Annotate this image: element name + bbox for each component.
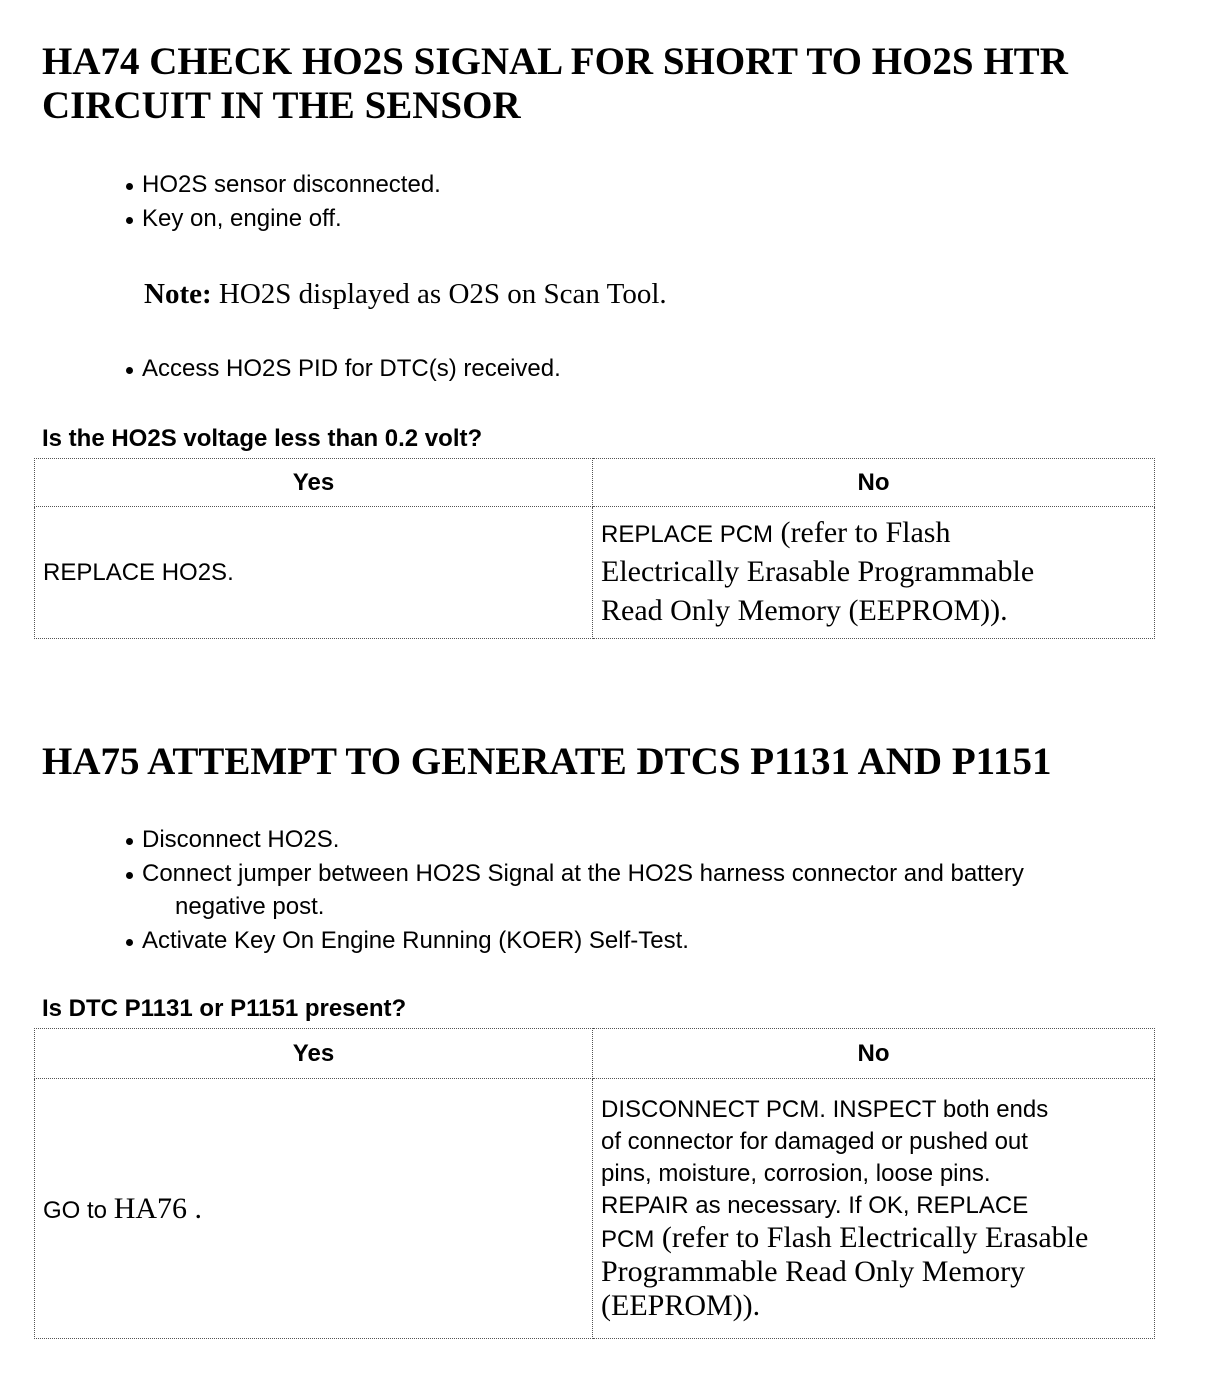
- no-answer: [593, 1079, 1155, 1339]
- no-line-2: of connector for damaged or pushed out: [601, 1127, 1028, 1155]
- yes-answer-link[interactable]: HA76 .: [113, 1191, 203, 1225]
- no-line-3: pins, moisture, corrosion, loose pins.: [601, 1159, 991, 1187]
- step-list: [124, 352, 1184, 386]
- list-item: Key on, engine off.: [124, 202, 1184, 236]
- no-answer-ref-3: Read Only Memory (EEPROM)).: [601, 594, 1008, 627]
- no-answer-ref-1: (refer to Flash: [773, 516, 951, 549]
- note-label: Note:: [144, 278, 212, 310]
- note: [144, 277, 667, 311]
- yes-answer: [35, 1079, 593, 1339]
- no-line-5-action: PCM: [601, 1225, 655, 1253]
- yes-header: Yes: [35, 1029, 593, 1079]
- no-line-4: REPAIR as necessary. If OK, REPLACE: [601, 1191, 1029, 1219]
- question: Is DTC P1131 or P1151 present?: [42, 995, 407, 1022]
- no-answer-ref-2: Electrically Erasable Programmable: [601, 555, 1035, 588]
- title-line-2: CIRCUIT IN THE SENSOR: [42, 84, 521, 127]
- note-text: HO2S displayed as O2S on Scan Tool.: [211, 278, 667, 310]
- question: Is the HO2S voltage less than 0.2 volt?: [42, 425, 483, 452]
- step-text-line-2: negative post.: [175, 893, 325, 920]
- yes-answer-action: GO to: [43, 1196, 114, 1224]
- yes-answer: REPLACE HO2S.: [35, 507, 593, 639]
- step-text-line-1: Connect jumper between HO2S Signal at the HO2S harness connector and battery: [142, 859, 1024, 887]
- list-item: Activate Key On Engine Running (KOER) Self-Test.: [124, 924, 1184, 958]
- no-line-1: DISCONNECT PCM. INSPECT both ends: [601, 1095, 1049, 1123]
- no-answer-action: REPLACE PCM: [601, 521, 774, 548]
- step-list: [124, 168, 1184, 235]
- title-line-1: HA74 CHECK HO2S SIGNAL FOR SHORT TO HO2S HTR: [42, 40, 1068, 83]
- no-line-7: (EEPROM)).: [601, 1288, 761, 1322]
- no-header: No: [593, 459, 1155, 507]
- yes-header: Yes: [35, 459, 593, 507]
- section-title: [42, 740, 1182, 784]
- no-line-6: Programmable Read Only Memory: [601, 1254, 1026, 1288]
- list-item: [124, 857, 1184, 924]
- section-title: [42, 40, 1182, 128]
- answer-table: [34, 458, 1155, 639]
- no-answer: [593, 507, 1155, 639]
- no-header: No: [593, 1029, 1155, 1079]
- title-line-1: HA75 ATTEMPT TO GENERATE DTCS P1131 AND P1151: [42, 740, 1052, 783]
- no-line-5-ref: (refer to Flash Electrically Erasable: [654, 1220, 1089, 1254]
- answer-table: [34, 1028, 1155, 1339]
- list-item: Disconnect HO2S.: [124, 823, 1184, 857]
- list-item: Access HO2S PID for DTC(s) received.: [124, 352, 1184, 386]
- step-list: [124, 823, 1184, 957]
- list-item: HO2S sensor disconnected.: [124, 168, 1184, 202]
